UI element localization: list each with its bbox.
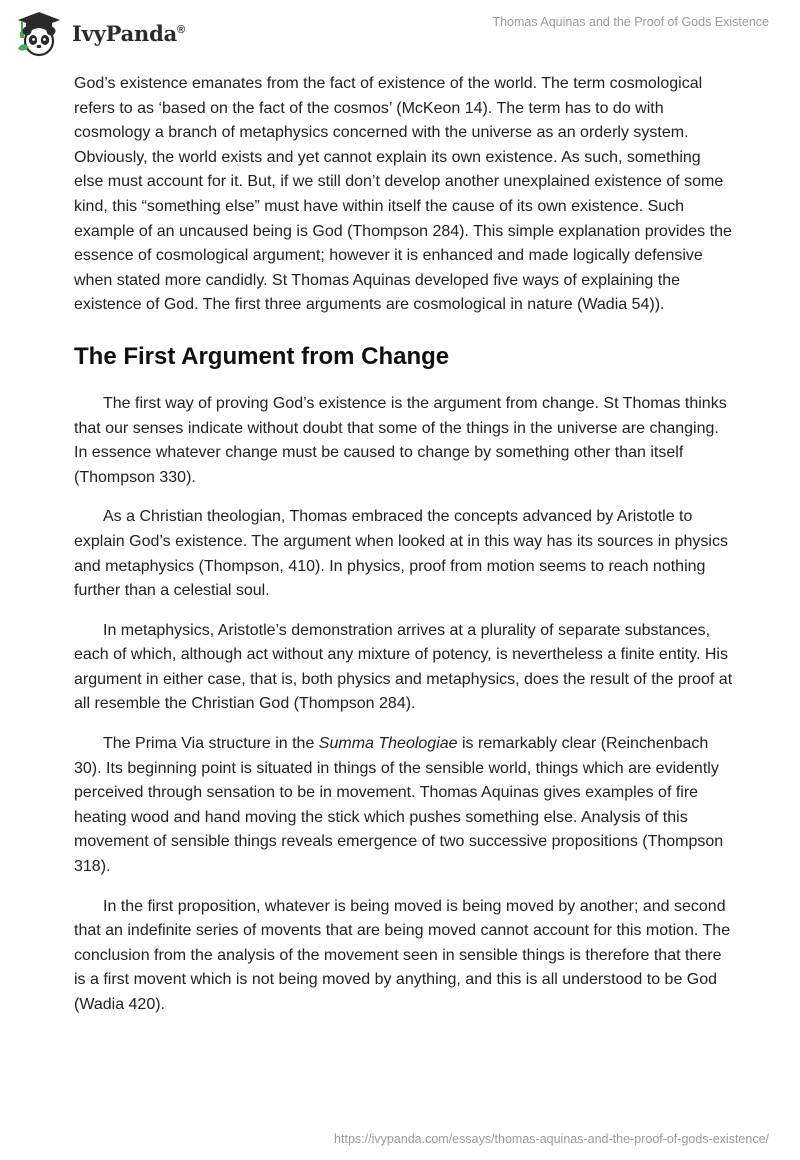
paragraph-metaphysics: In metaphysics, Aristotle’s demonstration arrives at a plurality of separate substances, each of which, although act without any mixture of potency, is nevertheless a finite entity. His argument in either case, that is, both physics and metaphysics, does the result of the proof at all resemble the Christian God (Thompson 284). bbox=[74, 621, 733, 713]
source-url[interactable]: https://ivypanda.com/essays/thomas-aquinas-and-the-proof-of-gods-existence/ bbox=[334, 1132, 769, 1146]
ivypanda-logo[interactable] bbox=[14, 9, 185, 59]
paragraph-christian-theologian: As a Christian theologian, Thomas embraced the concepts advanced by Aristotle to explain God’s existence. The argument when looked at in this way has its sources in physics and metaphysics (Thompson, 410). In physics, proof from motion seems to reach nothing further than a celestial soul. bbox=[74, 508, 728, 600]
paragraph-prima-via bbox=[74, 732, 734, 880]
registered-mark: ® bbox=[177, 23, 185, 36]
paragraph-change-argument: The first way of proving God’s existence is the argument from change. St Thomas thinks that our senses indicate without doubt that some of the things in the universe are changing. In essence whatever change must be caused to change by something other than itself (Thompson 330). bbox=[74, 394, 727, 486]
paragraph-first-proposition: In the first proposition, whatever is being moved is being moved by another; and second that an indefinite series of movents that are being moved cannot account for this motion. The conclusion from the analysis of the movement seen in sensible things is therefore that there is a first movent which is not being moved by anything, and this is all understood to be God (Wadia 420). bbox=[74, 897, 731, 1013]
prima-via-text-end: is remarkably clear (Reinchenbach 30). Its beginning point is situated in things of the sensible world, things which are evidently perceived through sensation to be in movement. Thomas Aquinas gives examples of fire heating wood and hand moving the stick which pushes something else. Analysis of this movement of sensible things reveals emergence of two successive propositions (Thompson 318). bbox=[74, 735, 724, 876]
essay-body bbox=[74, 72, 734, 1033]
section-heading: The First Argument from Change bbox=[74, 342, 450, 370]
panda-graduate-logo-icon bbox=[14, 9, 64, 59]
running-title: Thomas Aquinas and the Proof of Gods Existence bbox=[492, 15, 769, 29]
page-header bbox=[0, 0, 800, 66]
prima-via-text-start: The Prima Via structure in the bbox=[103, 735, 319, 753]
brand-name: IvyPanda® bbox=[72, 20, 185, 46]
intro-paragraph: God’s existence emanates from the fact of existence of the world. The term cosmological refers to as ‘based on the fact of the cosmos’ (McKeon 14). The term has to do with cosmology a branch of metaphysics concerned with the universe as an orderly system. Obviously, the world exists and yet cannot explain its own existence. As such, something else must account for it. But, if we still don’t develop another unexplained existence of some kind, this “something else” must have within itself the cause of its own existence. Such example of an uncaused being is God (Thompson 284). This simple explanation provides the essence of cosmological argument; however it is enhanced and made logically defensive when stated more candidly. St Thomas Aquinas developed five ways of explaining the existence of God. The first three arguments are cosmological in nature (Wadia 54)). bbox=[74, 75, 732, 314]
summa-theologiae-title: Summa Theologiae bbox=[318, 735, 458, 753]
